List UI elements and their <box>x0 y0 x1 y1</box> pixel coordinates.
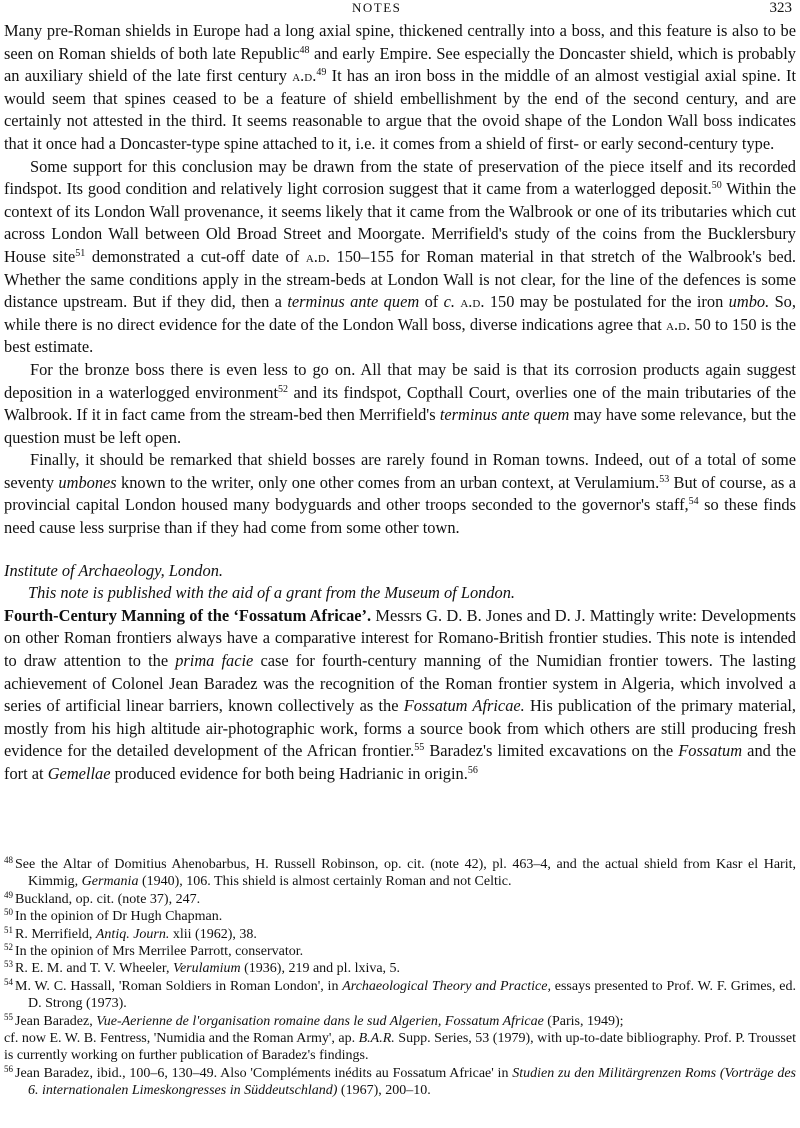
paragraph-1: Many pre-Roman shields in Europe had a long axial spine, thickened centrally into a boss, and this feature is also to be seen on Roman shields of both late Republic$^{48}$ and early Empire. See especially the Doncaster shield, which is probably an auxiliary shield of the late first century a.d.$^{49}$ It has an iron boss in the middle of an almost vestigial axial spine. It would seem that spines ceased to be a feature of shield embellishment by the end of the second century, and are certainly not attested in the third. It seems reasonable to argue that the ovoid shape of the London Wall boss indicates that it once had a Doncaster-type spine attached to it, i.e. it comes from a shield of first- or early second-century type. <box>4 21 796 153</box>
footnotes <box>4 856 796 1100</box>
footnote-56: $^{56}$ Jean Baradez, ibid., 100–6, 130–49. Also 'Compléments inédits au Fossatum Africae' in Studien zu den Militärgrenzen Roms (Vorträge des 6. internationalen Limeskongresses in Süddeutschland) (1967), 200–10. <box>4 1063 797 1099</box>
page-number: 323 <box>769 0 792 16</box>
footnote-53: $^{53}$ R. E. M. and T. V. Wheeler, Verulamium (1936), 219 and pl. lxiva, 5. <box>4 959 401 977</box>
footnote-54: $^{54}$ M. W. C. Hassall, 'Roman Soldiers in Roman London', in Archaeological Theory and Practice, essays presented to Prof. W. F. Grimes, ed. D. Strong (1973). <box>4 976 796 1012</box>
article-body <box>4 20 796 786</box>
footnote-52: $^{52}$ In the opinion of Mrs Merrilee Parrott, conservator. <box>4 942 304 960</box>
footnote-ref-50[interactable]: 50 <box>711 180 722 192</box>
footnote-51: $^{51}$ R. Merrifield, Antiq. Journ. xlii (1962), 38. <box>4 924 257 942</box>
section-fossatum-africae: Fourth-Century Manning of the ‘Fossatum Africae’. Messrs G. D. B. Jones and D. J. Mattingly write: Developments on other Roman frontiers always have a comparative interest for Romano-British frontier studies. This note is intended to draw attention to the prima facie case for fourth-century manning of the Numidian frontier towers. The lasting achievement of Colonel Jean Baradez was the recognition of the Roman frontier system in Algeria, which involved a series of artificial linear barriers, known collectively as the Fossatum Africae. His publication of the primary material, mostly from his high altitude air-photographic work, forms a source book from which others are still producing fresh evidence for the detailed development of the African frontier.$^{55}$ Baradez's limited excavations on the Fossatum and the fort at Gemellae produced evidence for both being Hadrianic in origin.$^{56}$ <box>4 605 797 783</box>
footnote-ref-56[interactable]: 56 <box>467 765 478 776</box>
footnote-ref-53[interactable]: 53 <box>659 473 670 485</box>
paragraph-3: For the bronze boss there is even less to go on. All that may be said is that its corrosion products again suggest deposition in a waterlogged environment$^{52}$ and its findspot, Copthall Court, overlies one of the main tributaries of the Walbrook. If it in fact came from the stream-bed then Merrifield's terminus ante quem may have some relevance, but the question must be left open. <box>4 359 796 447</box>
footnote-55: $^{55}$ Jean Baradez, Vue-Aerienne de l'organisation romaine dans le sud Algerien, Fossatum Africae (Paris, 1949); <box>4 1011 624 1029</box>
footnote-ref-49[interactable]: 49 <box>316 67 327 79</box>
footnote-55-continued: cf. now E. W. B. Fentress, 'Numidia and the Roman Army', ap. B.A.R. Supp. Series, 53 (1979), with up-to-date bibliography. Prof. P. Trousset is currently working on further publication of Baradez's findings. <box>4 1031 796 1064</box>
running-head: NOTES <box>352 0 402 15</box>
affiliation-line: Institute of Archaeology, London. <box>4 560 223 580</box>
footnote-ref-54[interactable]: 54 <box>688 496 699 508</box>
paragraph-4: Finally, it should be remarked that shield bosses are rarely found in Roman towns. Indeed, out of a total of some seventy umbones known to the writer, only one other comes from an urban context, at Verulamium.$^{53}$ But of course, as a provincial capital London housed many bodyguards and other troops seconded to the governor's staff,$^{54}$ so these finds need cause less surprise than if they had come from some other town. <box>4 450 796 538</box>
page-header <box>0 0 800 18</box>
section-title: Fourth-Century Manning of the ‘Fossatum Africae’. <box>4 605 372 625</box>
footnote-49: $^{49}$ Buckland, op. cit. (note 37), 247. <box>4 889 201 907</box>
footnote-48: $^{48}$ See the Altar of Domitius Ahenobarbus, H. Russell Robinson, op. cit. (note 42), pl. 463–4, and the actual shield from Kasr el Harit, Kimmig, Germania (1940), 106. This shield is almost certainly Roman and not Celtic. <box>4 855 796 890</box>
footnote-ref-48[interactable]: 48 <box>299 44 310 56</box>
paragraph-2: Some support for this conclusion may be drawn from the state of preservation of the piece itself and its recorded findspot. Its good condition and relatively light corrosion suggest that it came from a waterlogged deposit.$^{50}$ Within the context of its London Wall provenance, it seems likely that it came from the Walbrook or one of its tributaries which cut across London Wall between Old Broad Street and Moorgate. Merrifield's study of the coins from the Bucklersbury House site$^{51}$ demonstrated a cut-off date of a.d. 150–155 for Roman material in that stretch of the Walbrook's bed. Whether the same conditions apply in the stream-beds at London Wall is not clear, for the line of the defences is some distance upstream. But if they did, then a terminus ante quem of c. a.d. 150 may be postulated for the iron umbo. So, while there is no direct evidence for the date of the London Wall boss, diverse indications agree that a.d. 50 to 150 is the best estimate. <box>4 156 797 357</box>
footnote-50: $^{50}$ In the opinion of Dr Hugh Chapman. <box>4 907 223 925</box>
footnote-ref-55[interactable]: 55 <box>414 742 425 754</box>
grant-acknowledgement: This note is published with the aid of a grant from the Museum of London. <box>28 583 516 603</box>
footnote-ref-52[interactable]: 52 <box>278 383 289 395</box>
author-affiliation <box>4 560 796 605</box>
footnote-ref-51[interactable]: 51 <box>75 247 86 259</box>
